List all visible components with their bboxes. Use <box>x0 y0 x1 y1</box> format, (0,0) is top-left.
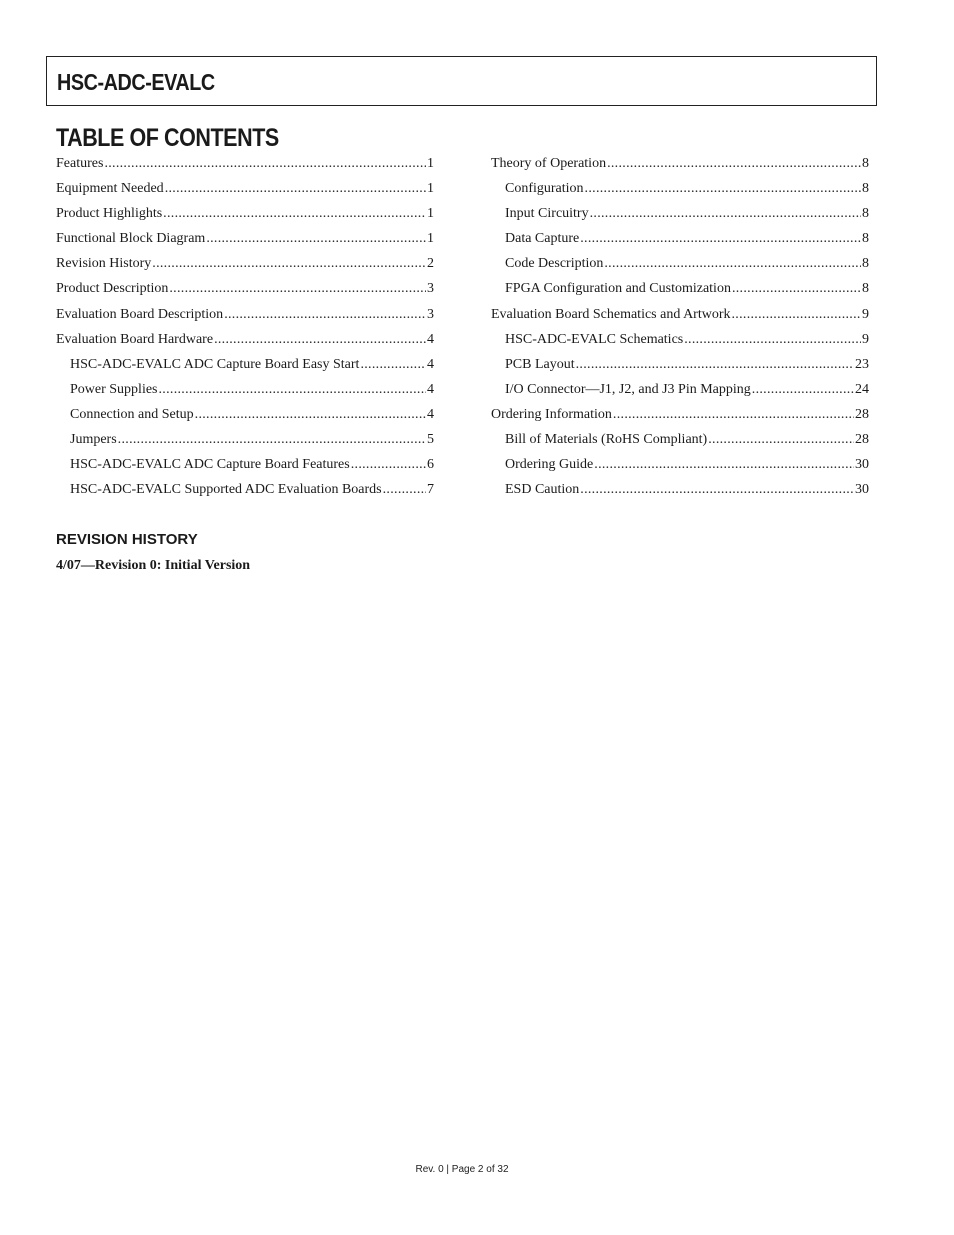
toc-entry-page: 4 <box>427 356 434 372</box>
toc-leader-dots <box>607 151 861 176</box>
toc-entry-label: Jumpers <box>70 432 117 448</box>
toc-entry-label: HSC-ADC-EVALC Supported ADC Evaluation Boards <box>70 482 382 498</box>
toc-leader-dots <box>594 452 854 477</box>
toc-entry[interactable] <box>491 251 869 276</box>
toc-entry[interactable] <box>491 427 869 452</box>
toc-entry[interactable] <box>491 477 869 502</box>
toc-entry-page: 3 <box>427 281 434 297</box>
toc-leader-dots <box>159 377 427 402</box>
toc-entry-page: 8 <box>862 281 869 297</box>
document-header <box>46 56 877 106</box>
toc-entry[interactable] <box>491 276 869 301</box>
toc-entry-label: Evaluation Board Schematics and Artwork <box>491 306 731 322</box>
toc-entry-page: 28 <box>855 406 869 422</box>
toc-entry-label: Input Circuitry <box>505 206 589 222</box>
toc-entry-label: Power Supplies <box>70 381 158 397</box>
toc-entry-label: HSC-ADC-EVALC ADC Capture Board Easy Start <box>70 356 360 372</box>
toc-entry-label: Functional Block Diagram <box>56 231 206 247</box>
toc-entry-page: 1 <box>427 181 434 197</box>
toc-entry-page: 4 <box>427 331 434 347</box>
toc-leader-dots <box>118 427 426 452</box>
toc-entry-label: Product Highlights <box>56 206 163 222</box>
toc-entry-label: FPGA Configuration and Customization <box>505 281 731 297</box>
toc-entry[interactable] <box>56 276 434 301</box>
toc-right-column <box>491 151 869 502</box>
toc-entry-page: 1 <box>427 156 434 171</box>
toc-entry-label: Evaluation Board Hardware <box>56 331 214 347</box>
toc-left-column <box>56 151 434 502</box>
toc-leader-dots <box>360 352 426 377</box>
toc-entry-page: 8 <box>862 256 869 272</box>
footer-text: Rev. 0 | Page 2 of 32 <box>415 1164 509 1175</box>
toc-leader-dots <box>224 302 426 327</box>
toc-entry[interactable] <box>491 377 869 402</box>
toc-leader-dots <box>732 276 861 301</box>
toc-entry-label: Theory of Operation <box>491 156 607 171</box>
toc-leader-dots <box>165 176 426 201</box>
toc-entry-page: 28 <box>855 432 869 448</box>
toc-entry-page: 30 <box>855 482 869 498</box>
toc-entry[interactable] <box>56 377 434 402</box>
toc-entry-page: 24 <box>855 381 869 397</box>
toc-entry-label: Ordering Guide <box>505 457 594 473</box>
toc-entry[interactable] <box>491 352 869 377</box>
revision-history-heading: REVISION HISTORY <box>56 531 198 548</box>
toc-leader-dots <box>195 402 426 427</box>
toc-entry-label: HSC-ADC-EVALC ADC Capture Board Features <box>70 457 350 473</box>
toc-leader-dots <box>351 452 426 477</box>
toc-entry[interactable] <box>56 302 434 327</box>
toc-entry-page: 9 <box>862 306 869 322</box>
toc-leader-dots <box>163 201 426 226</box>
toc-entry-page: 23 <box>855 356 869 372</box>
toc-leader-dots <box>732 302 862 327</box>
toc-entry[interactable] <box>491 151 869 176</box>
toc-leader-dots <box>383 477 426 502</box>
toc-entry[interactable] <box>56 477 434 502</box>
toc-leader-dots <box>604 251 861 276</box>
toc-entry-label: PCB Layout <box>505 356 575 372</box>
toc-entry[interactable] <box>56 352 434 377</box>
toc-entry-page: 7 <box>427 482 434 498</box>
toc-entry[interactable] <box>491 402 869 427</box>
toc-entry-label: Connection and Setup <box>70 406 194 422</box>
toc-entry[interactable] <box>56 327 434 352</box>
toc-entry-label: Bill of Materials (RoHS Compliant) <box>505 432 708 448</box>
revision-entry: 4/07—Revision 0: Initial Version <box>56 558 251 573</box>
toc-entry-page: 6 <box>427 457 434 473</box>
toc-entry-label: Product Description <box>56 281 169 297</box>
toc-entry-page: 4 <box>427 381 434 397</box>
toc-entry[interactable] <box>491 452 869 477</box>
toc-entry-label: HSC-ADC-EVALC Schematics <box>505 331 684 347</box>
toc-entry-page: 2 <box>427 256 434 272</box>
toc-entry[interactable] <box>56 452 434 477</box>
toc-entry-page: 4 <box>427 406 434 422</box>
document-title: HSC-ADC-EVALC <box>57 69 215 95</box>
toc-entry-page: 1 <box>427 206 434 222</box>
toc-entry-label: Ordering Information <box>491 406 612 422</box>
toc-leader-dots <box>576 352 854 377</box>
page-footer <box>0 1164 954 1175</box>
toc-entry-label: Evaluation Board Description <box>56 306 224 322</box>
toc-entry[interactable] <box>56 151 434 176</box>
toc-entry-page: 8 <box>862 231 869 247</box>
toc-entry[interactable] <box>491 226 869 251</box>
toc-entry[interactable] <box>491 327 869 352</box>
toc-entry[interactable] <box>56 176 434 201</box>
toc-heading: TABLE OF CONTENTS <box>56 124 279 152</box>
toc-entry[interactable] <box>56 226 434 251</box>
toc-leader-dots <box>580 477 854 502</box>
toc-entry-page: 30 <box>855 457 869 473</box>
toc-leader-dots <box>684 327 861 352</box>
toc-entry-label: Equipment Needed <box>56 181 164 197</box>
toc-entry[interactable] <box>491 201 869 226</box>
toc-leader-dots <box>613 402 854 427</box>
toc-entry[interactable] <box>491 176 869 201</box>
toc-entry-page: 5 <box>427 432 434 448</box>
toc-entry-page: 8 <box>862 206 869 222</box>
toc-leader-dots <box>206 226 426 251</box>
toc-entry[interactable] <box>56 402 434 427</box>
toc-leader-dots <box>580 226 861 251</box>
toc-leader-dots <box>214 327 426 352</box>
toc-leader-dots <box>708 427 854 452</box>
toc-leader-dots <box>590 201 861 226</box>
toc-entry-page: 3 <box>427 306 434 322</box>
toc-entry-label: Configuration <box>505 181 584 197</box>
toc-entry-label: ESD Caution <box>505 482 580 498</box>
toc-entry[interactable] <box>491 302 869 327</box>
toc-entry[interactable] <box>56 251 434 276</box>
toc-entry[interactable] <box>56 427 434 452</box>
toc-leader-dots <box>104 151 426 176</box>
toc-entry-label: Code Description <box>505 256 604 272</box>
toc-entry-page: 9 <box>862 331 869 347</box>
toc-entry-page: 8 <box>862 156 869 171</box>
toc-entry-page: 8 <box>862 181 869 197</box>
toc-entry-label: Features <box>56 156 104 171</box>
toc-entry-label: I/O Connector—J1, J2, and J3 Pin Mapping <box>505 381 751 397</box>
toc-entry[interactable] <box>56 201 434 226</box>
toc-leader-dots <box>585 176 861 201</box>
toc-entry-page: 1 <box>427 231 434 247</box>
toc-leader-dots <box>152 251 426 276</box>
toc-leader-dots <box>169 276 426 301</box>
toc-leader-dots <box>752 377 854 402</box>
toc-entry-label: Data Capture <box>505 231 580 247</box>
toc-entry-label: Revision History <box>56 256 152 272</box>
